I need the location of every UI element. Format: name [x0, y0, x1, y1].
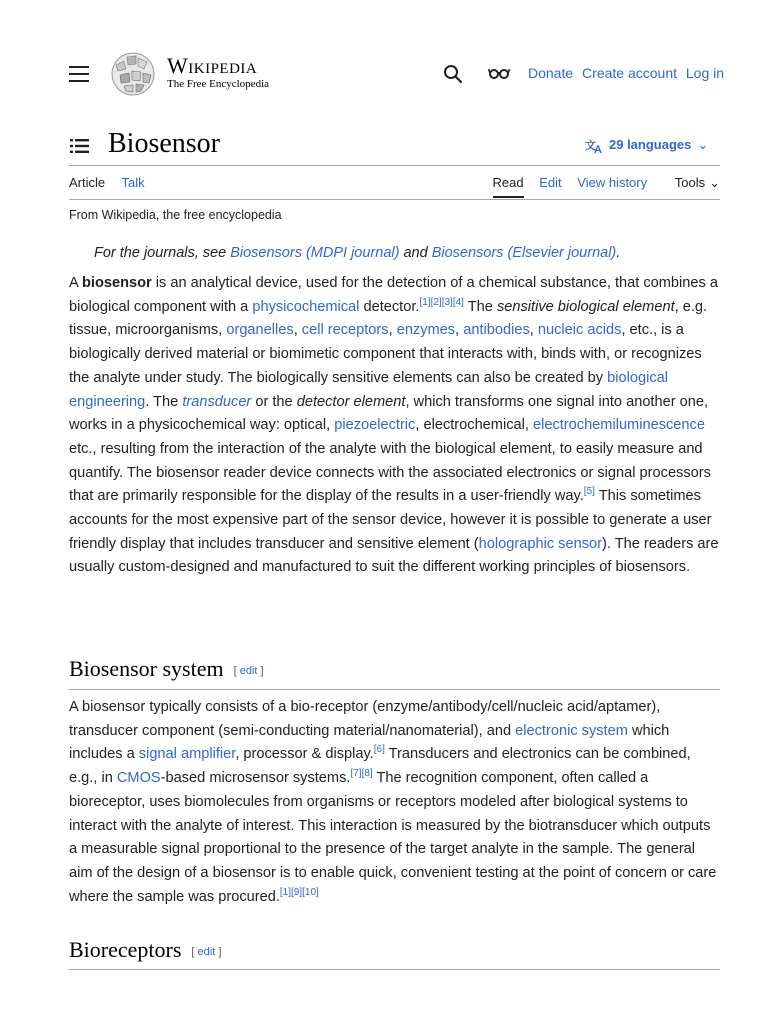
- ref-4[interactable]: [4]: [452, 296, 464, 308]
- view-tabs: [481, 175, 720, 191]
- tabs-divider: [69, 199, 720, 200]
- tools-menu[interactable]: [663, 175, 720, 190]
- wikipedia-globe-logo[interactable]: [108, 51, 158, 97]
- section-divider: [69, 969, 720, 970]
- bold-term: biosensor: [81, 275, 152, 291]
- ref-1[interactable]: [1]: [419, 296, 431, 308]
- translate-icon: [585, 138, 605, 154]
- wordmark-tagline: The Free Encyclopedia: [167, 78, 270, 90]
- link-physicochemical[interactable]: physicochemical: [252, 298, 360, 315]
- section-divider: [69, 689, 720, 690]
- link-transducer[interactable]: transducer: [182, 393, 252, 410]
- ref-10[interactable]: [10]: [302, 886, 319, 898]
- language-selector[interactable]: [585, 137, 708, 154]
- table-of-contents-icon[interactable]: [70, 138, 89, 154]
- ref-9[interactable]: [9]: [291, 886, 303, 898]
- svg-text:文: 文: [585, 139, 596, 152]
- namespace-tabs: [69, 175, 158, 190]
- svg-text:A: A: [594, 143, 602, 154]
- ref-5[interactable]: [5]: [583, 486, 595, 498]
- link-enzymes[interactable]: enzymes: [396, 322, 456, 339]
- intro-paragraph: A biosensor is an analytical device, used for the detection of a chemical substance, that combines a biological component with a physicochemical detector.[1][2][3][4] The sensitive biological element, e.g. tissue, microorganisms, organelles, cell receptors, enzymes, antibodies, nucleic acids, etc., is a biologically derived material or biomimetic component that interacts with, binds with, or recognizes the analyte under study. The biologically sensitive elements can also be created by biological engineering. The transducer or the detector element, which transforms one signal into another one, works in a physicochemical way: optical, piezoelectric, electrochemical, electrochemiluminescence etc., resulting from the interaction of the analyte with the biological element, to easily measure and quantify. The biosensor reader device connects with the associated electronics or signal processors that are primarily responsible for the display of the results in a user-friendly way.[5] This sometimes accounts for the most expensive part of the sensor device, however it is possible to generate a user friendly display that includes transducer and sensitive element (holographic sensor). The readers are usually custom-designed and manufactured to suit the different working principles of biosensors.: [69, 275, 719, 576]
- link-antibodies[interactable]: antibodies: [463, 322, 530, 339]
- tab-talk[interactable]: Talk: [121, 175, 145, 190]
- tab-article[interactable]: Article: [69, 175, 106, 190]
- edit-link[interactable]: edit: [239, 665, 258, 677]
- tab-read[interactable]: Read: [492, 175, 524, 190]
- hatnote-text: and: [399, 245, 432, 261]
- user-links: [528, 65, 729, 81]
- link-holographic-sensor[interactable]: holographic sensor: [478, 535, 602, 552]
- menu-icon[interactable]: [69, 66, 89, 82]
- wikipedia-wordmark[interactable]: [167, 54, 269, 91]
- login-link[interactable]: Log in: [685, 65, 725, 81]
- section-edit: [ edit ]: [233, 665, 264, 677]
- italic-term: sensitive biological element: [496, 298, 675, 315]
- create-account-link[interactable]: Create account: [582, 65, 677, 81]
- link-cell-receptors[interactable]: cell receptors: [301, 322, 389, 339]
- language-count: 29 languages: [609, 137, 692, 152]
- link-organelles[interactable]: organelles: [226, 322, 294, 339]
- ref-7[interactable]: [7]: [350, 768, 362, 780]
- tools-label: Tools: [674, 175, 706, 190]
- hatnote-text: For the journals, see: [94, 245, 231, 261]
- hatnote-text: .: [616, 245, 621, 261]
- section-paragraph: A biosensor typically consists of a bio-receptor (enzyme/antibody/cell/nucleic acid/aptamer), transducer component (semi-conducting material/nanomaterial), and electronic system which includes a signal amplifier, processor & display.[6] Transducers and electronics can be combined, e.g., in CMOS-based microsensor systems.[7][8] The recognition component, often called a bioreceptor, uses biomolecules from organisms or receptors modeled after biological systems to interact with the analyte of interest. This interaction is measured by the biotransducer which outputs a measurable signal proportional to the presence of the target analyte in the sample. The general aim of the design of a biosensor is to enable quick, convenient testing at the point of concern or care where the sample was procured.[1][9][10]: [69, 699, 717, 905]
- tab-edit[interactable]: Edit: [539, 175, 562, 190]
- section-edit: [ edit ]: [191, 946, 222, 958]
- hatnote-link-elsevier[interactable]: Biosensors (Elsevier journal): [431, 245, 617, 261]
- link-biological-engineering[interactable]: biological engineering: [69, 369, 668, 410]
- link-cmos[interactable]: CMOS: [116, 770, 161, 787]
- ref-6[interactable]: [6]: [373, 744, 385, 756]
- reading-preferences-icon[interactable]: [488, 66, 510, 80]
- italic-term: detector element: [296, 393, 406, 410]
- search-icon[interactable]: [443, 64, 463, 84]
- chevron-down-icon: ⌄: [697, 137, 709, 152]
- site-sub: From Wikipedia, the free encyclopedia: [69, 208, 282, 222]
- page-title: Biosensor: [108, 128, 220, 159]
- link-electrochemiluminescence[interactable]: electrochemiluminescence: [532, 417, 705, 434]
- section-heading-bioreceptors: [69, 937, 221, 963]
- ref-1[interactable]: [1]: [279, 886, 292, 898]
- link-piezoelectric[interactable]: piezoelectric: [334, 417, 416, 434]
- section-heading-biosensor-system: [69, 656, 264, 682]
- ref-3[interactable]: [3]: [441, 296, 453, 308]
- chevron-down-icon: ⌄: [709, 175, 720, 190]
- heading-text: Bioreceptors: [69, 937, 182, 962]
- tab-view-history[interactable]: View history: [577, 175, 648, 190]
- ref-2[interactable]: [2]: [430, 296, 442, 308]
- edit-link[interactable]: edit: [197, 946, 216, 958]
- ref-8[interactable]: [8]: [361, 768, 373, 780]
- wordmark-title: Wikipedia: [167, 53, 258, 78]
- heading-text: Biosensor system: [69, 656, 224, 681]
- donate-link[interactable]: Donate: [528, 65, 574, 81]
- hatnote: [94, 245, 620, 261]
- link-signal-amplifier[interactable]: signal amplifier: [138, 746, 236, 763]
- title-divider: [69, 165, 720, 166]
- link-electronic-system[interactable]: electronic system: [515, 722, 628, 739]
- hatnote-link-mdpi[interactable]: Biosensors (MDPI journal): [230, 245, 400, 261]
- link-nucleic-acids[interactable]: nucleic acids: [537, 322, 622, 339]
- site-header: [0, 48, 768, 100]
